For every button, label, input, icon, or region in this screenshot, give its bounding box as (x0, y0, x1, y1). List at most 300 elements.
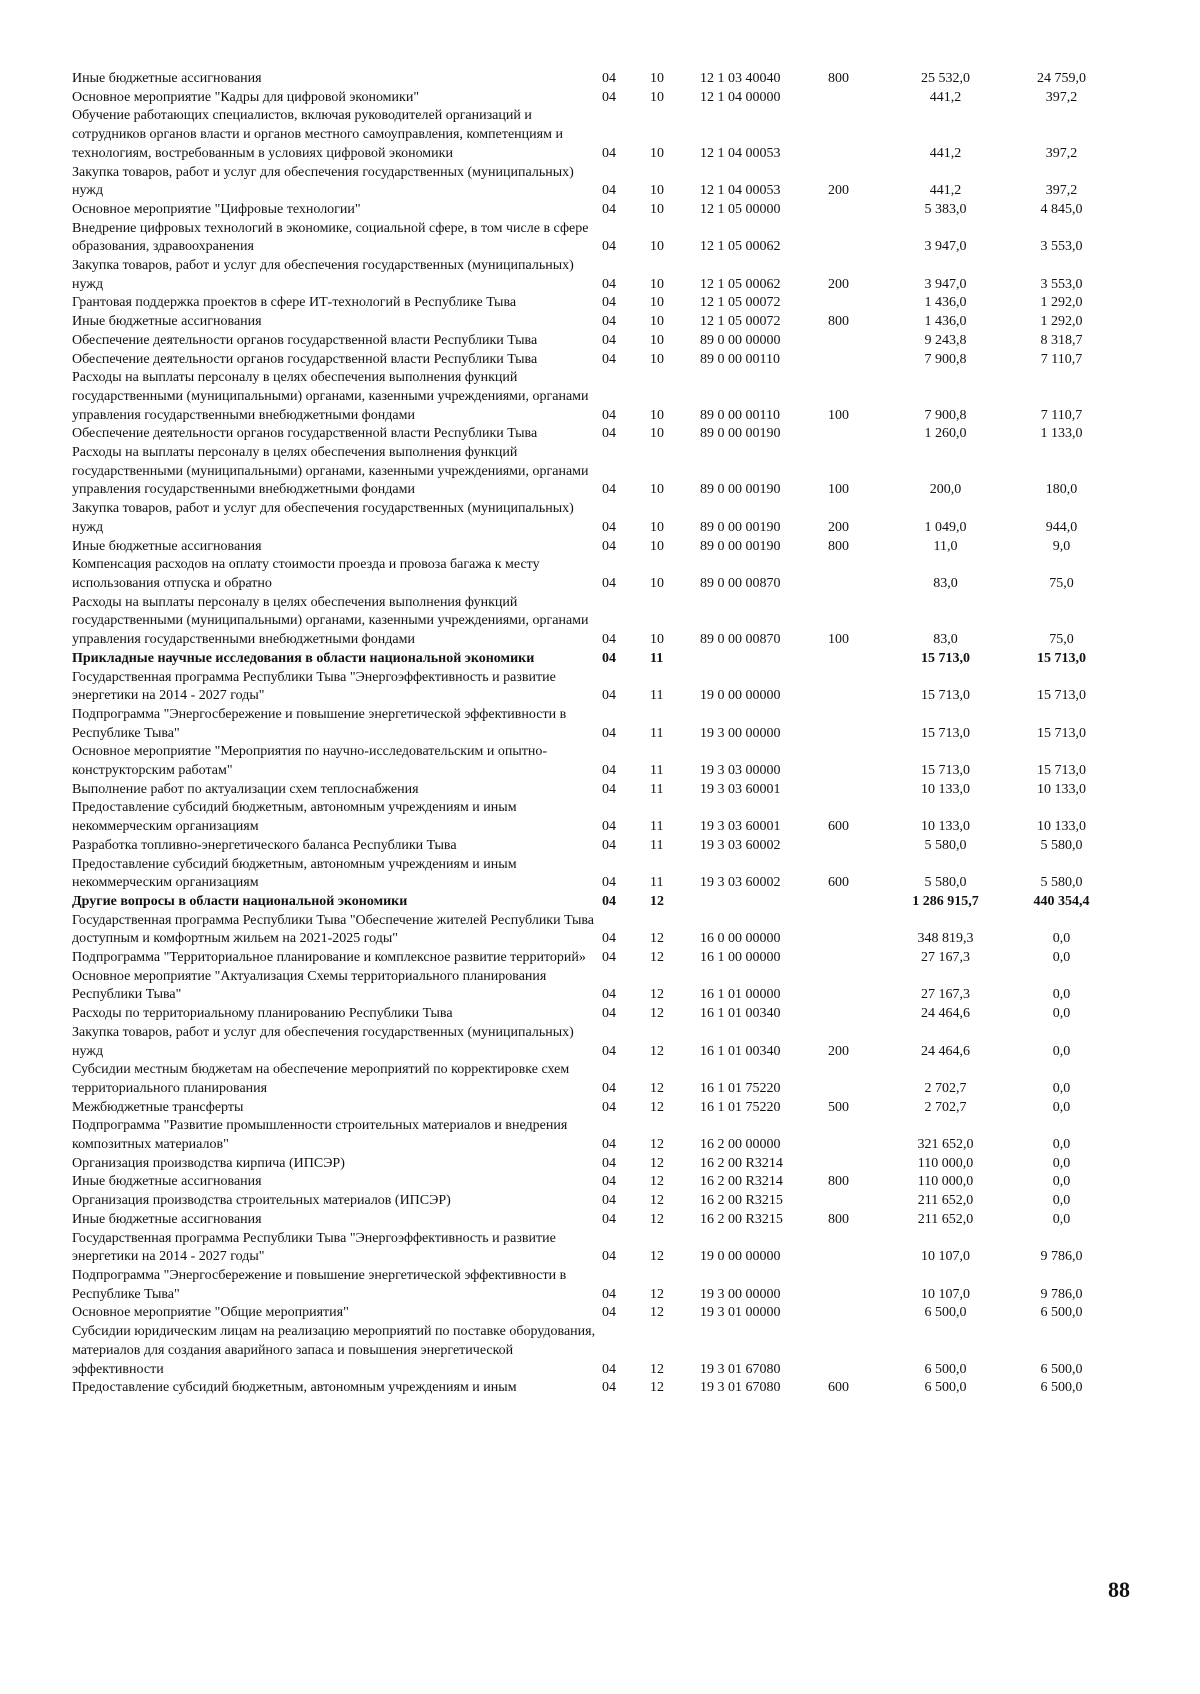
row-target-article: 19 3 01 00000 (700, 1305, 781, 1321)
table-row (72, 594, 1115, 650)
row-expense-type (828, 968, 883, 1005)
row-target-article: 89 0 00 00190 (700, 426, 781, 442)
table-row (72, 425, 1115, 444)
row-subsection-code: 12 (650, 1211, 664, 1227)
row-section-code: 04 (602, 650, 616, 666)
row-name: Подпрограмма "Энергосбережение и повышение энергетической эффективности в Республике Тыва" (72, 1268, 567, 1302)
row-section-code: 04 (602, 763, 616, 779)
row-section-code: 04 (602, 332, 616, 348)
row-sum-year-2: 7 110,7 (1040, 407, 1083, 423)
row-sum-year-1: 321 652,0 (917, 1137, 974, 1153)
row-expense-type (828, 706, 883, 743)
row-expense-type: 800 (828, 1211, 849, 1227)
row-sum-year-1: 10 107,0 (921, 1286, 970, 1302)
row-section-code: 04 (602, 407, 616, 423)
page-number: 88 (1108, 1577, 1130, 1602)
row-sum-year-2: 5 580,0 (1040, 875, 1083, 891)
row-subsection-code: 12 (650, 1193, 664, 1209)
row-sum-year-1: 200,0 (929, 482, 962, 498)
row-sum-year-1: 10 133,0 (921, 781, 970, 797)
row-target-article: 16 1 01 75220 (700, 1080, 781, 1096)
row-name: Иные бюджетные ассигнования (72, 71, 262, 86)
row-subsection-code: 10 (650, 183, 664, 199)
row-section-code: 04 (602, 183, 616, 199)
row-expense-type: 100 (828, 632, 849, 648)
row-name: Подпрограмма "Территориальное планирование и комплексное развитие территорий» (72, 950, 586, 966)
table-row (72, 799, 1115, 836)
row-name: Обеспечение деятельности органов государственной власти Республики Тыва (72, 332, 538, 348)
row-target-article: 12 1 05 00062 (700, 239, 781, 255)
row-expense-type: 200 (828, 1043, 849, 1059)
row-target-article: 89 0 00 00000 (700, 332, 781, 348)
row-expense-type: 800 (828, 71, 849, 86)
table-row (72, 743, 1115, 780)
row-name: Государственная программа Республики Тыва "Обеспечение жителей Республики Тыва доступным и комфортным жильем на 2021-2025 годы" (72, 912, 594, 947)
row-section-code: 04 (602, 519, 616, 535)
row-section-code: 04 (602, 1211, 616, 1227)
row-target-article: 19 3 03 60002 (700, 837, 781, 853)
row-expense-type: 100 (828, 482, 849, 498)
row-sum-year-1: 110 000,0 (917, 1155, 974, 1171)
row-sum-year-1: 1 436,0 (924, 295, 967, 311)
row-sum-year-1: 24 464,6 (921, 1006, 970, 1022)
row-expense-type (828, 220, 883, 257)
table-row (72, 893, 1115, 912)
row-target-article (700, 650, 828, 669)
row-expense-type (828, 669, 883, 706)
row-name: Государственная программа Республики Тыва "Энергоэффективность и развитие энергетики на 2014 - 2027 годы" (72, 669, 556, 704)
row-target-article: 16 0 00 00000 (700, 931, 781, 947)
row-sum-year-2: 944,0 (1045, 519, 1078, 535)
row-sum-year-1: 211 652,0 (917, 1193, 974, 1209)
row-section-code: 04 (602, 276, 616, 292)
row-sum-year-1: 2 702,7 (924, 1080, 967, 1096)
row-sum-year-1: 1 436,0 (924, 314, 967, 330)
row-sum-year-1: 6 500,0 (924, 1361, 967, 1377)
row-name: Внедрение цифровых технологий в экономике, социальной сфере, в том числе в сфере образования, здравоохранения (72, 220, 589, 255)
row-target-article: 19 3 03 60002 (700, 875, 781, 891)
row-expense-type (828, 332, 883, 351)
table-row (72, 912, 1115, 949)
table-row (72, 1155, 1115, 1174)
row-sum-year-2: 180,0 (1045, 482, 1078, 498)
row-sum-year-1: 3 947,0 (924, 239, 967, 255)
row-sum-year-1: 25 532,0 (921, 71, 970, 86)
row-section-code: 04 (602, 351, 616, 367)
row-sum-year-2: 0,0 (1052, 1193, 1071, 1209)
table-row (72, 220, 1115, 257)
table-row (72, 351, 1115, 370)
row-section-code: 04 (602, 875, 616, 891)
row-sum-year-2: 4 845,0 (1040, 201, 1083, 217)
row-target-article: 16 2 00 R3214 (700, 1174, 783, 1190)
row-sum-year-2: 0,0 (1052, 1080, 1071, 1096)
row-section-code: 04 (602, 239, 616, 255)
row-target-article: 12 1 05 00062 (700, 276, 781, 292)
row-name: Закупка товаров, работ и услуг для обеспечения государственных (муниципальных) нужд (72, 258, 574, 292)
row-sum-year-2: 0,0 (1052, 1099, 1071, 1115)
row-sum-year-2: 75,0 (1049, 575, 1074, 591)
row-sum-year-1: 83,0 (933, 575, 958, 591)
row-sum-year-2: 397,2 (1045, 89, 1078, 105)
row-target-article: 89 0 00 00190 (700, 482, 781, 498)
row-subsection-code: 12 (650, 1380, 664, 1396)
row-section-code: 04 (602, 1193, 616, 1209)
row-subsection-code: 11 (650, 781, 664, 797)
row-subsection-code: 10 (650, 145, 664, 161)
row-sum-year-2: 15 713,0 (1037, 763, 1086, 779)
row-name: Компенсация расходов на оплату стоимости проезда и провоза багажа к месту использования отпуска и обратно (72, 557, 540, 591)
row-subsection-code: 10 (650, 426, 664, 442)
row-subsection-code: 10 (650, 71, 664, 86)
row-sum-year-1: 5 580,0 (924, 875, 967, 891)
row-expense-type (828, 1005, 883, 1024)
row-name: Разработка топливно-энергетического баланса Республики Тыва (72, 837, 457, 853)
row-target-article (700, 893, 828, 912)
row-subsection-code: 12 (650, 1043, 664, 1059)
row-section-code: 04 (602, 1099, 616, 1115)
row-section-code: 04 (602, 426, 616, 442)
row-expense-type (828, 1230, 883, 1267)
row-subsection-code: 11 (650, 725, 664, 741)
table-row (72, 294, 1115, 313)
row-target-article: 12 1 05 00072 (700, 314, 781, 330)
table-row (72, 556, 1115, 593)
row-target-article: 19 0 00 00000 (700, 688, 781, 704)
row-sum-year-2: 0,0 (1052, 1137, 1071, 1153)
row-expense-type: 800 (828, 1174, 849, 1190)
row-sum-year-2: 0,0 (1052, 1006, 1071, 1022)
row-subsection-code: 12 (650, 1099, 664, 1115)
row-target-article: 19 3 00 00000 (700, 725, 781, 741)
row-section-code: 04 (602, 950, 616, 966)
row-subsection-code: 12 (650, 931, 664, 947)
row-sum-year-2: 397,2 (1045, 145, 1078, 161)
table-row (72, 1379, 1115, 1398)
row-expense-type: 800 (828, 538, 849, 554)
row-target-article: 16 1 01 75220 (700, 1099, 781, 1115)
row-subsection-code: 12 (650, 1305, 664, 1321)
budget-table (72, 70, 1115, 1398)
row-sum-year-2: 7 110,7 (1040, 351, 1083, 367)
row-expense-type (828, 650, 883, 669)
row-section-code: 04 (602, 1249, 616, 1265)
row-target-article: 19 0 00 00000 (700, 1249, 781, 1265)
row-expense-type (828, 1304, 883, 1323)
row-target-article: 19 3 01 67080 (700, 1380, 781, 1396)
row-name: Подпрограмма "Энергосбережение и повышение энергетической эффективности в Республике Тыва" (72, 706, 567, 741)
row-expense-type: 200 (828, 519, 849, 535)
row-sum-year-1: 7 900,8 (924, 407, 967, 423)
row-section-code: 04 (602, 781, 616, 797)
row-sum-year-1: 15 713,0 (921, 688, 970, 704)
row-subsection-code: 12 (650, 1080, 664, 1096)
row-sum-year-2: 6 500,0 (1040, 1380, 1083, 1396)
row-sum-year-2: 5 580,0 (1040, 837, 1083, 853)
row-target-article: 16 2 00 R3215 (700, 1211, 783, 1227)
row-sum-year-2: 15 713,0 (1037, 650, 1086, 666)
row-section-code: 04 (602, 482, 616, 498)
row-sum-year-1: 441,2 (929, 183, 962, 199)
row-name: Закупка товаров, работ и услуг для обеспечения государственных (муниципальных) нужд (72, 1024, 574, 1059)
row-expense-type (828, 201, 883, 220)
row-expense-type (828, 1155, 883, 1174)
row-subsection-code: 10 (650, 632, 664, 648)
row-name: Расходы по территориальному планированию Республики Тыва (72, 1006, 453, 1022)
row-section-code: 04 (602, 632, 616, 648)
row-expense-type: 500 (828, 1099, 849, 1115)
row-section-code: 04 (602, 725, 616, 741)
row-target-article: 16 1 00 00000 (700, 950, 781, 966)
row-name: Предоставление субсидий бюджетным, автономным учреждениям и иным некоммерческим организациям (72, 856, 517, 891)
row-section-code: 04 (602, 1080, 616, 1096)
row-expense-type (828, 1192, 883, 1211)
row-section-code: 04 (602, 837, 616, 853)
row-expense-type: 200 (828, 276, 849, 292)
row-section-code: 04 (602, 575, 616, 591)
row-target-article: 12 1 04 00000 (700, 89, 781, 105)
row-sum-year-2: 0,0 (1052, 931, 1071, 947)
table-row (72, 1173, 1115, 1192)
row-subsection-code: 11 (650, 837, 664, 853)
row-expense-type (828, 1267, 883, 1304)
row-subsection-code: 10 (650, 519, 664, 535)
row-subsection-code: 11 (650, 875, 664, 891)
row-subsection-code: 10 (650, 351, 664, 367)
row-subsection-code: 12 (650, 1361, 664, 1377)
row-target-article: 16 2 00 R3215 (700, 1193, 783, 1209)
row-expense-type (828, 556, 883, 593)
row-subsection-code: 10 (650, 239, 664, 255)
row-target-article: 12 1 03 40040 (700, 71, 781, 86)
table-row (72, 1267, 1115, 1304)
row-sum-year-2: 0,0 (1052, 1155, 1071, 1171)
row-name: Обучение работающих специалистов, включая руководителей организаций и сотрудников органов власти и органов местного самоуправления, компетенциям и технологиям, востребованным в условиях цифровой экономики (72, 108, 563, 161)
row-subsection-code: 12 (650, 1174, 664, 1190)
row-name: Расходы на выплаты персоналу в целях обеспечения выполнения функций государственными (муниципальными) органами, казенными учреждениями, органами управления государственными внебюджетными фондами (72, 594, 589, 648)
row-expense-type: 600 (828, 819, 849, 835)
table-row (72, 1230, 1115, 1267)
row-subsection-code: 12 (650, 987, 664, 1003)
row-target-article: 19 3 03 60001 (700, 819, 781, 835)
row-sum-year-1: 24 464,6 (921, 1043, 970, 1059)
row-subsection-code: 11 (650, 650, 664, 666)
row-section-code: 04 (602, 1380, 616, 1396)
row-target-article: 12 1 05 00072 (700, 295, 781, 311)
table-row (72, 538, 1115, 557)
row-sum-year-1: 3 947,0 (924, 276, 967, 292)
table-row (72, 444, 1115, 500)
row-section-code: 04 (602, 987, 616, 1003)
table-row (72, 369, 1115, 425)
table-row (72, 500, 1115, 537)
row-expense-type (828, 1323, 883, 1379)
budget-table-body (72, 70, 1115, 1398)
row-expense-type (828, 107, 883, 163)
row-target-article: 89 0 00 00190 (700, 538, 781, 554)
table-row (72, 1024, 1115, 1061)
row-subsection-code: 10 (650, 482, 664, 498)
row-name: Субсидии юридическим лицам на реализацию мероприятий по поставке оборудования, материалов для создания аварийного запаса и повышения энергетической эффективности (72, 1324, 596, 1377)
row-target-article: 89 0 00 00870 (700, 632, 781, 648)
row-expense-type: 600 (828, 875, 849, 891)
row-subsection-code: 12 (650, 893, 664, 909)
row-section-code: 04 (602, 1174, 616, 1190)
table-row (72, 70, 1115, 89)
row-expense-type: 800 (828, 314, 849, 330)
row-subsection-code: 12 (650, 1006, 664, 1022)
table-row (72, 968, 1115, 1005)
row-expense-type (828, 893, 883, 912)
row-section-code: 04 (602, 295, 616, 311)
row-name: Закупка товаров, работ и услуг для обеспечения государственных (муниципальных) нужд (72, 501, 574, 535)
row-subsection-code: 10 (650, 314, 664, 330)
row-section-code: 04 (602, 688, 616, 704)
row-sum-year-2: 0,0 (1052, 950, 1071, 966)
row-sum-year-2: 15 713,0 (1037, 688, 1086, 704)
row-sum-year-1: 11,0 (933, 538, 958, 554)
table-row (72, 313, 1115, 332)
table-row (72, 164, 1115, 201)
row-name: Другие вопросы в области национальной экономики (72, 893, 408, 909)
table-row (72, 1099, 1115, 1118)
row-sum-year-2: 75,0 (1049, 632, 1074, 648)
row-sum-year-1: 441,2 (929, 145, 962, 161)
row-target-article: 19 3 03 60001 (700, 781, 781, 797)
row-sum-year-1: 10 133,0 (921, 819, 970, 835)
row-name: Прикладные научные исследования в области национальной экономики (72, 650, 535, 666)
row-section-code: 04 (602, 1137, 616, 1153)
row-target-article: 19 3 03 00000 (700, 763, 781, 779)
row-subsection-code: 12 (650, 1137, 664, 1153)
row-sum-year-2: 3 553,0 (1040, 276, 1083, 292)
row-sum-year-1: 110 000,0 (917, 1174, 974, 1190)
row-subsection-code: 10 (650, 276, 664, 292)
row-sum-year-2: 397,2 (1045, 183, 1078, 199)
row-target-article: 16 1 01 00000 (700, 987, 781, 1003)
row-name: Иные бюджетные ассигнования (72, 538, 262, 554)
row-target-article: 12 1 04 00053 (700, 145, 781, 161)
row-sum-year-2: 10 133,0 (1037, 819, 1086, 835)
row-target-article: 16 1 01 00340 (700, 1006, 781, 1022)
row-sum-year-2: 1 133,0 (1040, 426, 1083, 442)
row-expense-type (828, 1061, 883, 1098)
row-sum-year-1: 2 702,7 (924, 1099, 967, 1115)
row-subsection-code: 11 (650, 763, 664, 779)
row-sum-year-1: 5 383,0 (924, 201, 967, 217)
row-sum-year-1: 6 500,0 (924, 1380, 967, 1396)
row-expense-type (828, 837, 883, 856)
table-row (72, 1117, 1115, 1154)
row-name: Организация производства строительных материалов (ИПСЭР) (72, 1193, 451, 1209)
row-section-code: 04 (602, 314, 616, 330)
table-row (72, 1304, 1115, 1323)
row-name: Грантовая поддержка проектов в сфере ИТ-технологий в Республике Тыва (72, 295, 517, 311)
row-sum-year-2: 6 500,0 (1040, 1361, 1083, 1377)
row-subsection-code: 12 (650, 1155, 664, 1171)
row-target-article: 12 1 05 00000 (700, 201, 781, 217)
row-sum-year-2: 10 133,0 (1037, 781, 1086, 797)
row-section-code: 04 (602, 893, 616, 909)
row-name: Предоставление субсидий бюджетным, автономным учреждениям и иным (72, 1380, 517, 1396)
row-target-article: 19 3 01 67080 (700, 1361, 781, 1377)
row-sum-year-2: 440 354,4 (1033, 893, 1090, 909)
row-subsection-code: 10 (650, 201, 664, 217)
row-subsection-code: 10 (650, 407, 664, 423)
table-row (72, 332, 1115, 351)
table-row (72, 856, 1115, 893)
table-row (72, 669, 1115, 706)
table-row (72, 107, 1115, 163)
row-name: Иные бюджетные ассигнования (72, 314, 262, 330)
row-sum-year-2: 6 500,0 (1040, 1305, 1083, 1321)
row-sum-year-1: 9 243,8 (924, 332, 967, 348)
row-target-article: 89 0 00 00870 (700, 575, 781, 591)
row-target-article: 19 3 00 00000 (700, 1286, 781, 1302)
table-row (72, 781, 1115, 800)
row-name: Межбюджетные трансферты (72, 1099, 244, 1115)
row-name: Выполнение работ по актуализации схем теплоснабжения (72, 781, 419, 797)
row-section-code: 04 (602, 538, 616, 554)
row-subsection-code: 12 (650, 1249, 664, 1265)
row-name: Обеспечение деятельности органов государственной власти Республики Тыва (72, 351, 538, 367)
row-expense-type (828, 743, 883, 780)
row-sum-year-1: 15 713,0 (921, 650, 970, 666)
table-row (72, 1211, 1115, 1230)
row-sum-year-1: 7 900,8 (924, 351, 967, 367)
row-sum-year-2: 1 292,0 (1040, 314, 1083, 330)
row-name: Основное мероприятие "Общие мероприятия" (72, 1305, 349, 1321)
row-section-code: 04 (602, 1305, 616, 1321)
row-sum-year-1: 6 500,0 (924, 1305, 967, 1321)
row-sum-year-1: 15 713,0 (921, 763, 970, 779)
table-row (72, 1192, 1115, 1211)
row-subsection-code: 10 (650, 538, 664, 554)
row-name: Основное мероприятие "Актуализация Схемы территориального планирования Республики Тыва" (72, 968, 547, 1003)
table-row (72, 1061, 1115, 1098)
row-expense-type (828, 294, 883, 313)
row-name: Организация производства кирпича (ИПСЭР) (72, 1155, 345, 1171)
row-sum-year-2: 24 759,0 (1037, 71, 1086, 86)
row-subsection-code: 10 (650, 332, 664, 348)
row-name: Основное мероприятие "Кадры для цифровой экономики" (72, 89, 420, 105)
row-section-code: 04 (602, 1043, 616, 1059)
row-section-code: 04 (602, 931, 616, 947)
row-name: Основное мероприятие "Мероприятия по научно-исследовательским и опытно-конструкторским работам" (72, 744, 548, 779)
table-row (72, 837, 1115, 856)
row-section-code: 04 (602, 89, 616, 105)
row-section-code: 04 (602, 819, 616, 835)
row-name: Расходы на выплаты персоналу в целях обеспечения выполнения функций государственными (муниципальными) органами, казенными учреждениями, органами управления государственными внебюджетными фондами (72, 445, 589, 498)
table-row (72, 201, 1115, 220)
row-sum-year-2: 0,0 (1052, 1211, 1071, 1227)
table-row (72, 1323, 1115, 1379)
row-sum-year-2: 3 553,0 (1040, 239, 1083, 255)
row-subsection-code: 11 (650, 819, 664, 835)
row-section-code: 04 (602, 201, 616, 217)
row-expense-type (828, 949, 883, 968)
row-target-article: 16 1 01 00340 (700, 1043, 781, 1059)
row-expense-type (828, 781, 883, 800)
row-name: Основное мероприятие "Цифровые технологии" (72, 201, 361, 217)
row-expense-type: 200 (828, 183, 849, 199)
row-name: Подпрограмма "Развитие промышленности строительных материалов и внедрения композитных материалов" (72, 1118, 568, 1153)
row-sum-year-1: 27 167,3 (921, 950, 970, 966)
row-section-code: 04 (602, 71, 616, 86)
row-name: Иные бюджетные ассигнования (72, 1211, 262, 1227)
row-expense-type (828, 351, 883, 370)
row-section-code: 04 (602, 1006, 616, 1022)
